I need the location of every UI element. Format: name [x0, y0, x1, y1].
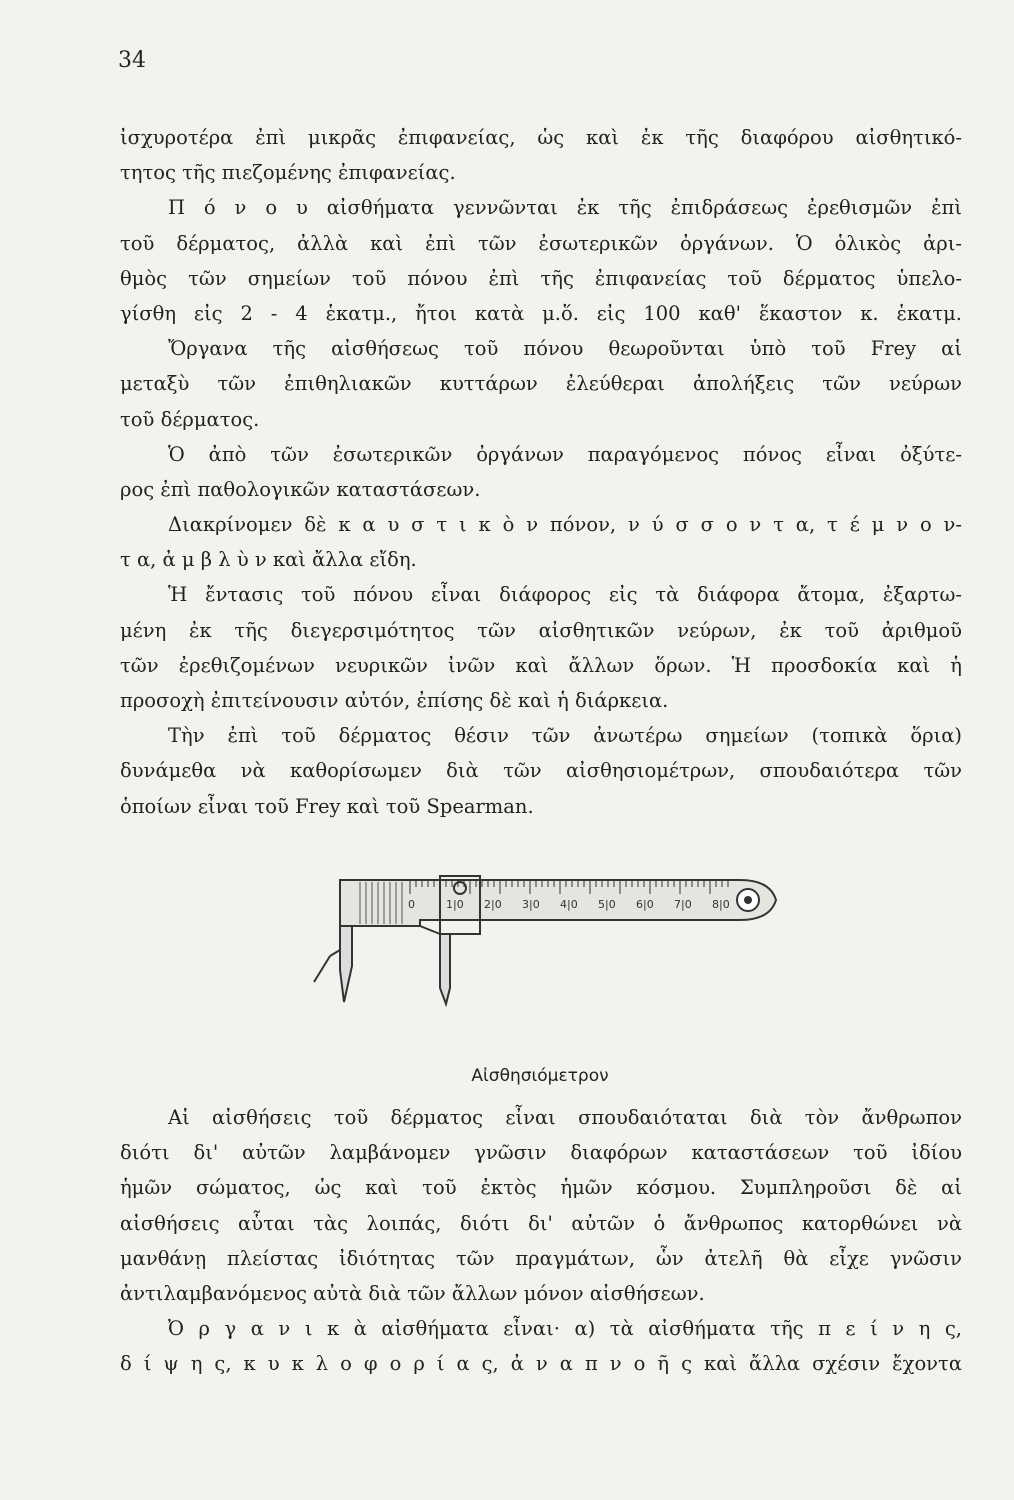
text-line: ἡμῶν σώματος, ὡς καὶ τοῦ ἐκτὸς ἡμῶν κόσμου. Συμπληροῦσι δὲ αἱ [120, 1176, 962, 1200]
text-line: αἰσθήσεις αὗται τὰς λοιπάς, διότι δι' αὐτῶν ὁ ἄνθρωπος κατορθώνει νὰ [120, 1211, 962, 1235]
text-line: Ὀ ρ γ α ν ι κ ὰ αἰσθήματα εἶναι· α) τὰ αἰσθήματα τῆς π ε ί ν η ς, [168, 1317, 962, 1341]
scale-label: 5|0 [598, 898, 616, 911]
scale-label: 4|0 [560, 898, 578, 911]
text-line: τητος τῆς πιεζομένης ἐπιφανείας. [120, 161, 456, 185]
fixed-jaw [340, 926, 352, 1002]
scale-label: 8|0 [712, 898, 730, 911]
text-line: Π ό ν ο υ αἰσθήματα γεννῶνται ἐκ τῆς ἐπιδράσεως ἐρεθισμῶν ἐπὶ [168, 196, 962, 220]
aesthesiometer-figure [300, 858, 780, 1018]
text-line: Τὴν ἐπὶ τοῦ δέρματος θέσιν τῶν ἀνωτέρω σημείων (τοπικὰ ὅρια) [168, 724, 962, 748]
text-line: τῶν ἐρεθιζομένων νευρικῶν ἰνῶν καὶ ἄλλων ὅρων. Ἡ προσδοκία καὶ ἡ [120, 653, 962, 677]
needle [314, 956, 330, 982]
text-line: Ἡ ἔντασις τοῦ πόνου εἶναι διάφορος εἰς τὰ διάφορα ἄτομα, ἐξαρτω- [168, 583, 962, 607]
scale-labels [408, 898, 730, 911]
text-line: ἀντιλαμβανόμενος αὐτὰ διὰ τῶν ἄλλων μόνον αἰσθήσεων. [120, 1281, 705, 1305]
ruler-body [340, 880, 776, 926]
scale-label: 0 [408, 898, 415, 911]
text-block-lower [120, 1100, 962, 1382]
text-block-upper [120, 120, 962, 824]
text-line: γίσθη εἰς 2 - 4 ἑκατμ., ἤτοι κατὰ μ.ὅ. εἰς 100 καθ' ἕκαστον κ. ἑκατμ. [120, 301, 962, 325]
text-line: Ὁ ἀπὸ τῶν ἐσωτερικῶν ὀργάνων παραγόμενος πόνος εἶναι ὀξύτε- [168, 442, 962, 466]
text-line: Ὄργανα τῆς αἰσθήσεως τοῦ πόνου θεωροῦνται ὑπὸ τοῦ Frey αἱ [168, 337, 962, 361]
page-number: 34 [118, 48, 146, 73]
figure-caption: Αἰσθησιόμετρον [471, 1066, 609, 1086]
text-line: τοῦ δέρματος, ἀλλὰ καὶ ἐπὶ τῶν ἐσωτερικῶν ὀργάνων. Ὁ ὁλικὸς ἀρι- [120, 231, 962, 255]
scale-label: 7|0 [674, 898, 692, 911]
scale-label: 2|0 [484, 898, 502, 911]
text-line: τ α, ἀ μ β λ ὺ ν καὶ ἄλλα εἴδη. [120, 548, 417, 572]
text-line: ρος ἐπὶ παθολογικῶν καταστάσεων. [120, 477, 481, 501]
text-line: τοῦ δέρματος. [120, 407, 260, 431]
text-line: διότι δι' αὐτῶν λαμβάνομεν γνῶσιν διαφόρων καταστάσεων τοῦ ἰδίου [120, 1141, 962, 1165]
text-line: μένη ἐκ τῆς διεγερσιμότητος τῶν αἰσθητικῶν νεύρων, ἐκ τοῦ ἀριθμοῦ [120, 618, 962, 642]
movable-jaw [440, 934, 450, 1004]
text-line: ὁποίων εἶναι τοῦ Frey καὶ τοῦ Spearman. [120, 794, 534, 818]
text-line: προσοχὴ ἐπιτείνουσιν αὐτόν, ἐπίσης δὲ καὶ ἡ διάρκεια. [120, 689, 669, 712]
text-line: Αἱ αἰσθήσεις τοῦ δέρματος εἶναι σπουδαιόταται διὰ τὸν ἄνθρωπον [168, 1106, 962, 1129]
text-line: Διακρίνομεν δὲ κ α υ σ τ ι κ ὸ ν πόνον, ν ύ σ σ ο ν τ α, τ έ μ ν ο ν- [168, 513, 962, 537]
text-line: μανθάνῃ πλείστας ἰδιότητας τῶν πραγμάτων, ὧν ἀτελῆ θὰ εἶχε γνῶσιν [120, 1246, 962, 1270]
text-line: θμὸς τῶν σημείων τοῦ πόνου ἐπὶ τῆς ἐπιφανείας τοῦ δέρματος ὑπελο- [120, 266, 962, 290]
screw-center [744, 896, 752, 904]
text-line: ἰσχυροτέρα ἐπὶ μικρᾶς ἐπιφανείας, ὡς καὶ ἐκ τῆς διαφόρου αἰσθητικό- [120, 126, 962, 149]
text-line: μεταξὺ τῶν ἐπιθηλιακῶν κυττάρων ἐλεύθεραι ἀπολήξεις τῶν νεύρων [120, 372, 962, 396]
scale-label: 6|0 [636, 898, 654, 911]
aesthesiometer-illustration [300, 858, 780, 1018]
scale-label: 3|0 [522, 898, 540, 911]
text-line: δ ί ψ η ς, κ υ κ λ ο φ ο ρ ί α ς, ἀ ν α π ν ο ῆ ς καὶ ἄλλα σχέσιν ἔχοντα [120, 1352, 962, 1376]
scale-label: 1|0 [446, 898, 464, 911]
text-line: δυνάμεθα νὰ καθορίσωμεν διὰ τῶν αἰσθησιομέτρων, σπουδαιότερα τῶν [120, 759, 962, 783]
